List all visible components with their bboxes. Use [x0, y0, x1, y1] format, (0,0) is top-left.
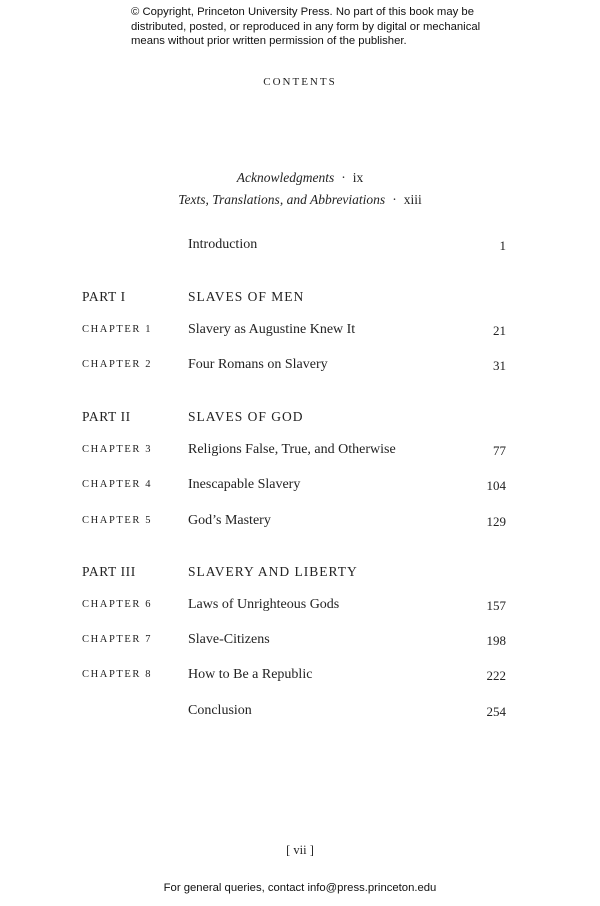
chapter-label: CHAPTER 2 — [82, 359, 153, 370]
front-matter-title: Acknowledgments — [236, 170, 335, 185]
front-matter-texts[interactable] — [0, 192, 600, 208]
toc-part-1[interactable] — [0, 289, 600, 309]
toc-chapter-3[interactable] — [0, 442, 600, 462]
copyright-line: means without prior written permission of the publisher. — [131, 35, 407, 47]
front-matter-page: xiii — [403, 192, 422, 207]
entry-title: Slavery as Augustine Knew It — [188, 322, 356, 337]
entry-page: 31 — [493, 358, 506, 373]
entry-title: Religions False, True, and Otherwise — [188, 442, 396, 457]
toc-chapter-6[interactable] — [0, 597, 600, 617]
toc-chapter-4[interactable] — [0, 477, 600, 497]
entry-title: Conclusion — [188, 703, 252, 718]
entry-page: 198 — [486, 633, 506, 648]
toc-chapter-2[interactable] — [0, 357, 600, 377]
entry-page: 77 — [493, 443, 506, 458]
chapter-label: CHAPTER 7 — [82, 634, 153, 645]
separator-dot: · — [341, 170, 346, 185]
chapter-label: CHAPTER 6 — [82, 599, 153, 610]
front-matter-page: ix — [352, 170, 364, 185]
entry-title: Introduction — [188, 237, 258, 252]
page-folio: [ vii ] — [286, 843, 314, 857]
entry-title: God’s Mastery — [188, 513, 271, 528]
chapter-label: CHAPTER 4 — [82, 479, 153, 490]
chapter-label: CHAPTER 3 — [82, 444, 153, 455]
part-label: PART II — [82, 409, 131, 424]
chapter-label: CHAPTER 5 — [82, 515, 153, 526]
toc-entry-conclusion[interactable] — [0, 703, 600, 723]
part-label: PART III — [82, 564, 136, 579]
entry-title: How to Be a Republic — [188, 667, 313, 682]
entry-page: 222 — [486, 668, 506, 683]
toc-chapter-8[interactable] — [0, 667, 600, 687]
copyright-line: distributed, posted, or reproduced in any form by digital or mechanical — [131, 20, 481, 33]
toc-chapter-1[interactable] — [0, 322, 600, 342]
toc-part-3[interactable] — [0, 564, 600, 584]
entry-page: 129 — [486, 514, 506, 529]
copyright-notice — [131, 5, 491, 49]
toc-chapter-7[interactable] — [0, 632, 600, 652]
toc-entry-introduction[interactable] — [0, 237, 600, 257]
chapter-label: CHAPTER 1 — [82, 324, 153, 335]
part-title: SLAVES OF MEN — [188, 289, 305, 304]
part-label: PART I — [82, 289, 126, 304]
toc-part-2[interactable] — [0, 409, 600, 429]
toc-chapter-5[interactable] — [0, 513, 600, 533]
entry-title: Slave-Citizens — [188, 632, 270, 647]
part-title: SLAVERY AND LIBERTY — [188, 564, 358, 579]
entry-title: Inescapable Slavery — [188, 477, 301, 492]
front-matter-acknowledgments[interactable] — [0, 170, 600, 186]
entry-page: 157 — [486, 598, 506, 613]
entry-page: 254 — [486, 704, 506, 719]
front-matter-title: Texts, Translations, and Abbreviations — [178, 192, 386, 207]
entry-title: Laws of Unrighteous Gods — [188, 597, 340, 612]
copyright-line: © Copyright, Princeton University Press. No part of this book may be — [131, 6, 474, 18]
entry-page: 21 — [493, 323, 506, 338]
chapter-label: CHAPTER 8 — [82, 669, 153, 680]
contents-heading: CONTENTS — [263, 76, 337, 88]
entry-page: 1 — [499, 238, 506, 253]
separator-dot: · — [392, 192, 397, 207]
entry-page: 104 — [486, 478, 506, 493]
footer-contact: For general queries, contact info@press.princeton.edu — [163, 882, 437, 894]
part-title: SLAVES OF GOD — [188, 409, 304, 424]
entry-title: Four Romans on Slavery — [188, 357, 328, 372]
